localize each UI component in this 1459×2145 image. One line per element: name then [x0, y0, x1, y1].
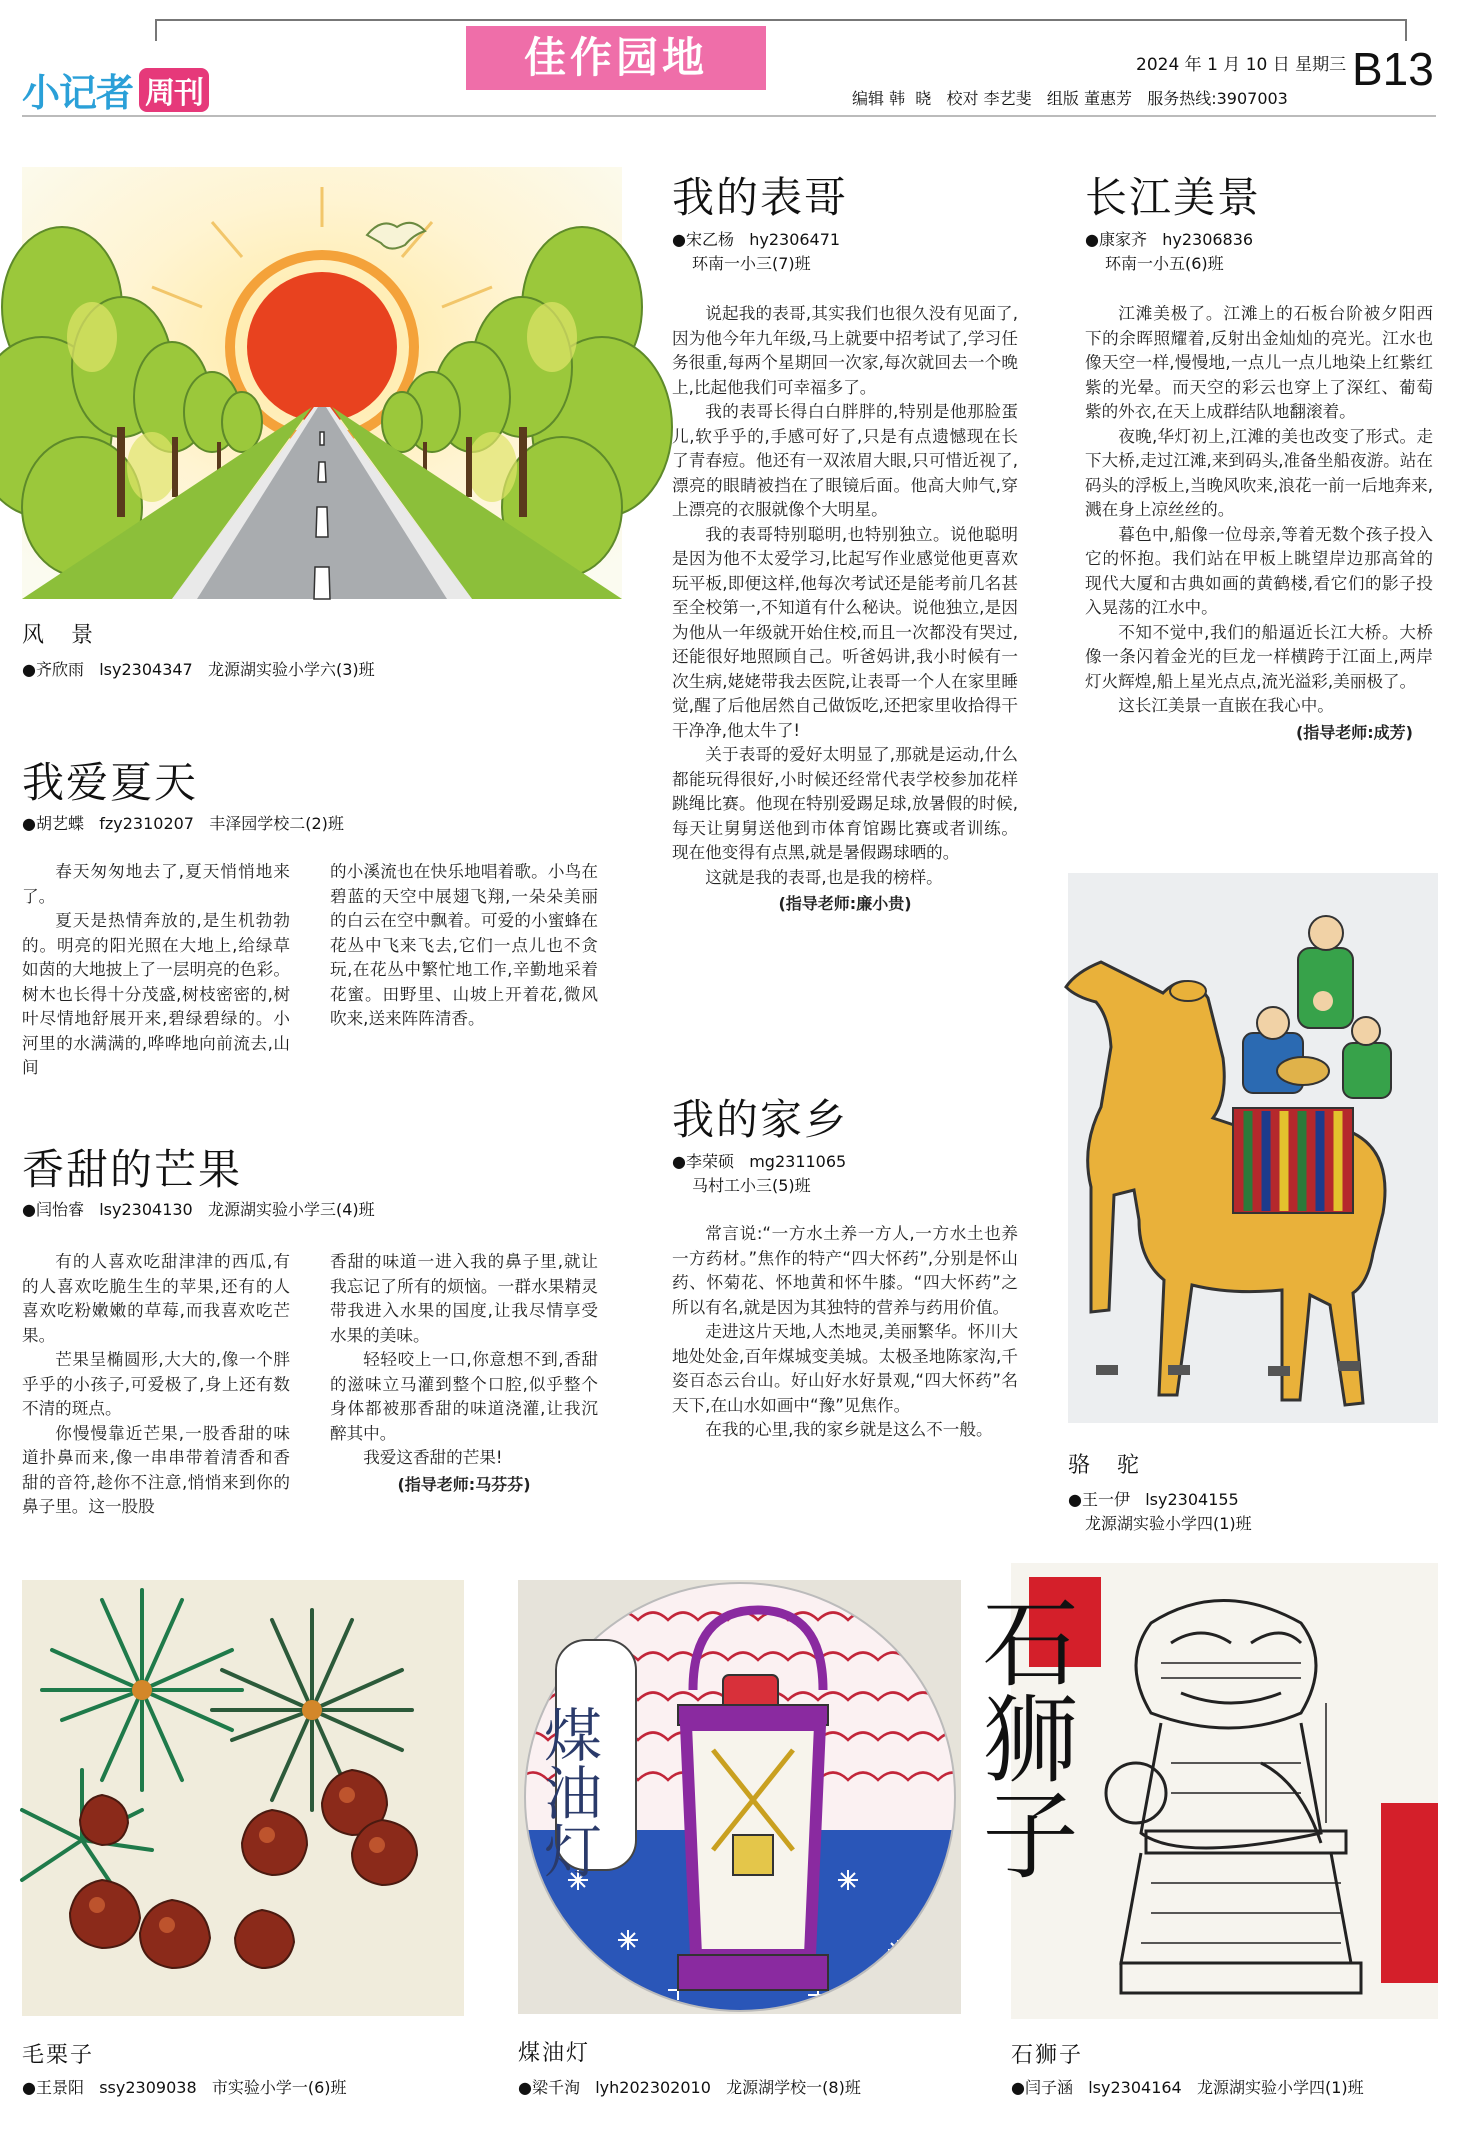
yangtze-para: 暮色中,船像一位母亲,等着无数个孩子投入它的怀抱。我们站在甲板上眺望岸边那高耸的现代大厦和古典如画的黄鹤楼,看它们的影子投入晃荡的江水中。	[1085, 524, 1433, 617]
caption-camel: 骆 驼	[1068, 1453, 1149, 1478]
mango-para-cont: 香甜的味道一进入我的鼻子里,就让我忘记了所有的烦恼。一群水果精灵带我进入水果的国度,让我尽情享受水果的美味。	[330, 1252, 598, 1345]
summer-para: 春天匆匆地去了,夏天悄悄地来了。	[22, 862, 290, 906]
cousin-para: 关于表哥的爱好太明显了,那就是运动,什么都能玩得很好,小时候还经常代表学校参加花样跳绳比赛。他现在特别爱踢足球,放暑假的时候,每天让舅舅送他到市体育馆踢比赛或者训练。现在他变得有点黑,就是暑假踢球晒的。	[672, 745, 1018, 862]
byline-hometown-1: ●李荣硕 mg2311065	[672, 1152, 847, 1171]
byline-oil-lamp: ●梁千洵 lyh202302010 龙源湖学校一(8)班	[518, 2078, 861, 2097]
teacher-yangtze: (指导老师:成芳)	[1295, 722, 1413, 742]
summer-col-2	[330, 860, 598, 1032]
byline-cousin-2: 环南一小三(7)班	[692, 254, 811, 273]
teacher-mango: (指导老师:马芬芬)	[397, 1474, 531, 1494]
cousin-para: 我的表哥长得白白胖胖的,特别是他那脸蛋儿,软乎乎的,手感可好了,只是有点遗憾现在长了青春痘。他还有一双浓眉大眼,只可惜近视了,漂亮的眼睛被挡在了眼镜后面。他高大帅气,穿上漂亮的衣服就像个大明星。	[672, 402, 1018, 519]
header-rule-left	[155, 19, 157, 41]
hometown-para: 在我的心里,我的家乡就是这么不一般。	[705, 1420, 993, 1439]
hometown-para: 常言说:“一方水土养一方人,一方水土也养一方药材。”焦作的特产“四大怀药”,分别是怀山药、怀菊花、怀地黄和怀牛膝。“四大怀药”之所以有名,就是因为其独特的营养与药用价值。	[672, 1224, 1018, 1317]
mango-para: 你慢慢靠近芒果,一股香甜的味道扑鼻而来,像一串串带着清香和香甜的音符,趁你不注意,悄悄来到你的鼻子里。这一股股	[22, 1423, 290, 1516]
article-title-mango: 香甜的芒果	[22, 1145, 243, 1194]
chestnut-svg	[22, 1580, 464, 2016]
summer-para-cont: 的小溪流也在快乐地唱着歌。小鸟在碧蓝的天空中展翅飞翔,一朵朵美丽的白云在空中飘着。可爱的小蜜蜂在花丛中飞来飞去,它们一点儿也不贪玩,在花丛中繁忙地工作,辛勤地采着花蜜。田野里、山坡上开着花,微风吹来,送来阵阵清香。	[330, 862, 598, 1028]
byline-camel-1: ●王一伊 lsy2304155	[1068, 1490, 1239, 1509]
caption-landscape: 风 景	[22, 623, 103, 648]
masthead-logo	[22, 62, 209, 117]
mango-col-1	[22, 1250, 290, 1520]
oil-lamp-svg	[518, 1580, 961, 2014]
logo-text: 小记者	[22, 71, 134, 115]
caption-stone-lion: 石狮子	[1011, 2043, 1084, 2068]
camel-svg	[1068, 873, 1438, 1423]
painting-landscape	[22, 167, 622, 599]
mango-para: 我爱这香甜的芒果!	[363, 1448, 503, 1467]
byline-summer: ●胡艺蝶 fzy2310207 丰泽园学校二(2)班	[22, 814, 344, 833]
painting-stone-lion	[967, 1563, 1438, 2019]
byline-landscape: ●齐欣雨 lsy2304347 龙源湖实验小学六(3)班	[22, 660, 375, 679]
byline-hometown-2: 马村工小三(5)班	[692, 1176, 811, 1195]
yangtze-para: 这长江美景一直嵌在我心中。	[1118, 696, 1334, 715]
cousin-para: 我的表哥特别聪明,也特别独立。说他聪明是因为他不太爱学习,比起写作业感觉他更喜欢玩平板,即便这样,他每次考试还是能考前几名甚至全校第一,不知道有什么秘诀。说他独立,是因为他从一年级就开始住校,而且一次都没有哭过,还能很好地照顾自己。听爸妈讲,我小时候有一次生病,姥姥带我去医院,让表哥一个人在家里睡觉,醒了后他居然自己做饭吃,还把家里收拾得干干净净,他太牛了!	[672, 524, 1018, 740]
header-rule-right	[1405, 19, 1407, 41]
page-number: B13	[1352, 43, 1434, 95]
article-title-summer: 我爱夏天	[22, 758, 199, 807]
cousin-body	[672, 302, 1018, 917]
article-title-cousin: 我的表哥	[672, 173, 849, 222]
mango-para: 轻轻咬上一口,你意想不到,香甜的滋味立马灌到整个口腔,似乎整个身体都被那香甜的味道浇灌,让我沉醉其中。	[330, 1350, 598, 1443]
stone-lion-svg	[967, 1563, 1438, 2019]
issue-date: 2024 年 1 月 10 日 星期三	[1136, 55, 1347, 75]
byline-chestnuts: ●王景阳 ssy2309038 市实验小学一(6)班	[22, 2078, 347, 2097]
mango-col-2	[330, 1250, 598, 1497]
yangtze-para: 不知不觉中,我们的船逼近长江大桥。大桥像一条闪着金光的巨龙一样横跨于江面上,两岸灯火辉煌,船上星光点点,流光溢彩,美丽极了。	[1085, 622, 1433, 691]
header-divider	[22, 115, 1436, 117]
yangtze-body	[1085, 302, 1433, 745]
header-rule	[155, 19, 1407, 21]
byline-yangtze-1: ●康家齐 hy2306836	[1085, 230, 1254, 249]
hometown-para: 走进这片天地,人杰地灵,美丽繁华。怀川大地处处金,百年煤城变美城。太极圣地陈家沟,千姿百态云台山。好山好水好景观,“四大怀药”名天下,在山水如画中“豫”见焦作。	[672, 1322, 1018, 1415]
landscape-svg	[22, 167, 622, 599]
painting-chestnuts	[22, 1580, 464, 2016]
byline-cousin-1: ●宋乙杨 hy2306471	[672, 230, 841, 249]
painting-camel	[1068, 873, 1438, 1423]
yangtze-para: 夜晚,华灯初上,江滩的美也改变了形式。走下大桥,走过江滩,来到码头,准备坐船夜游。站在码头的浮板上,当晚风吹来,浪花一前一后地奔来,溅在身上凉丝丝的。	[1085, 426, 1433, 519]
byline-yangtze-2: 环南一小五(6)班	[1105, 254, 1224, 273]
summer-col-1	[22, 860, 290, 1081]
article-title-hometown: 我的家乡	[672, 1095, 849, 1144]
caption-oil-lamp: 煤油灯	[518, 2041, 591, 2066]
painting-oil-lamp	[518, 1580, 961, 2014]
mango-para: 芒果呈椭圆形,大大的,像一个胖乎乎的小孩子,可爱极了,身上还有数不清的斑点。	[22, 1350, 290, 1418]
teacher-cousin: (指导老师:廉小贵)	[778, 894, 912, 913]
article-title-yangtze: 长江美景	[1085, 173, 1262, 222]
oil-lamp-brush-text: 煤油灯	[534, 1705, 602, 1879]
hometown-body	[672, 1222, 1018, 1443]
stone-lion-brush-text: 石狮子	[967, 1593, 1079, 1881]
staff-line: 编辑 韩 晓 校对 李艺斐 组版 董惠芳 服务热线:3907003	[852, 89, 1288, 108]
cousin-para: 这就是我的表哥,也是我的榜样。	[705, 867, 943, 887]
caption-chestnuts: 毛栗子	[22, 2043, 95, 2068]
summer-para: 夏天是热情奔放的,是生机勃勃的。明亮的阳光照在大地上,给绿草如茵的大地披上了一层明亮的色彩。树木也长得十分茂盛,树枝密密的,树叶尽情地舒展开来,碧绿碧绿的。小河里的水满满的,哗哗地向前流去,山间	[22, 911, 290, 1077]
column-title: 佳作园地	[466, 26, 766, 90]
yangtze-para: 江滩美极了。江滩上的石板台阶被夕阳西下的余晖照耀着,反射出金灿灿的亮光。江水也像天空一样,慢慢地,一点儿一点儿地染上红紫红紫的光晕。而天空的彩云也穿上了深红、葡萄紫的外衣,在天上成群结队地翻滚着。	[1085, 304, 1433, 421]
byline-mango: ●闫怡睿 lsy2304130 龙源湖实验小学三(4)班	[22, 1200, 375, 1219]
byline-stone-lion: ●闫子涵 lsy2304164 龙源湖实验小学四(1)班	[1011, 2078, 1364, 2097]
cousin-para: 说起我的表哥,其实我们也很久没有见面了,因为他今年九年级,马上就要中招考试了,学习任务很重,每两个星期回一次家,每次就回去一个晚上,比起他我们可幸福多了。	[672, 304, 1018, 397]
mango-para: 有的人喜欢吃甜津津的西瓜,有的人喜欢吃脆生生的苹果,还有的人喜欢吃粉嫩嫩的草莓,而我喜欢吃芒果。	[22, 1252, 290, 1345]
logo-badge: 周刊	[139, 68, 209, 112]
byline-camel-2: 龙源湖实验小学四(1)班	[1085, 1514, 1252, 1533]
